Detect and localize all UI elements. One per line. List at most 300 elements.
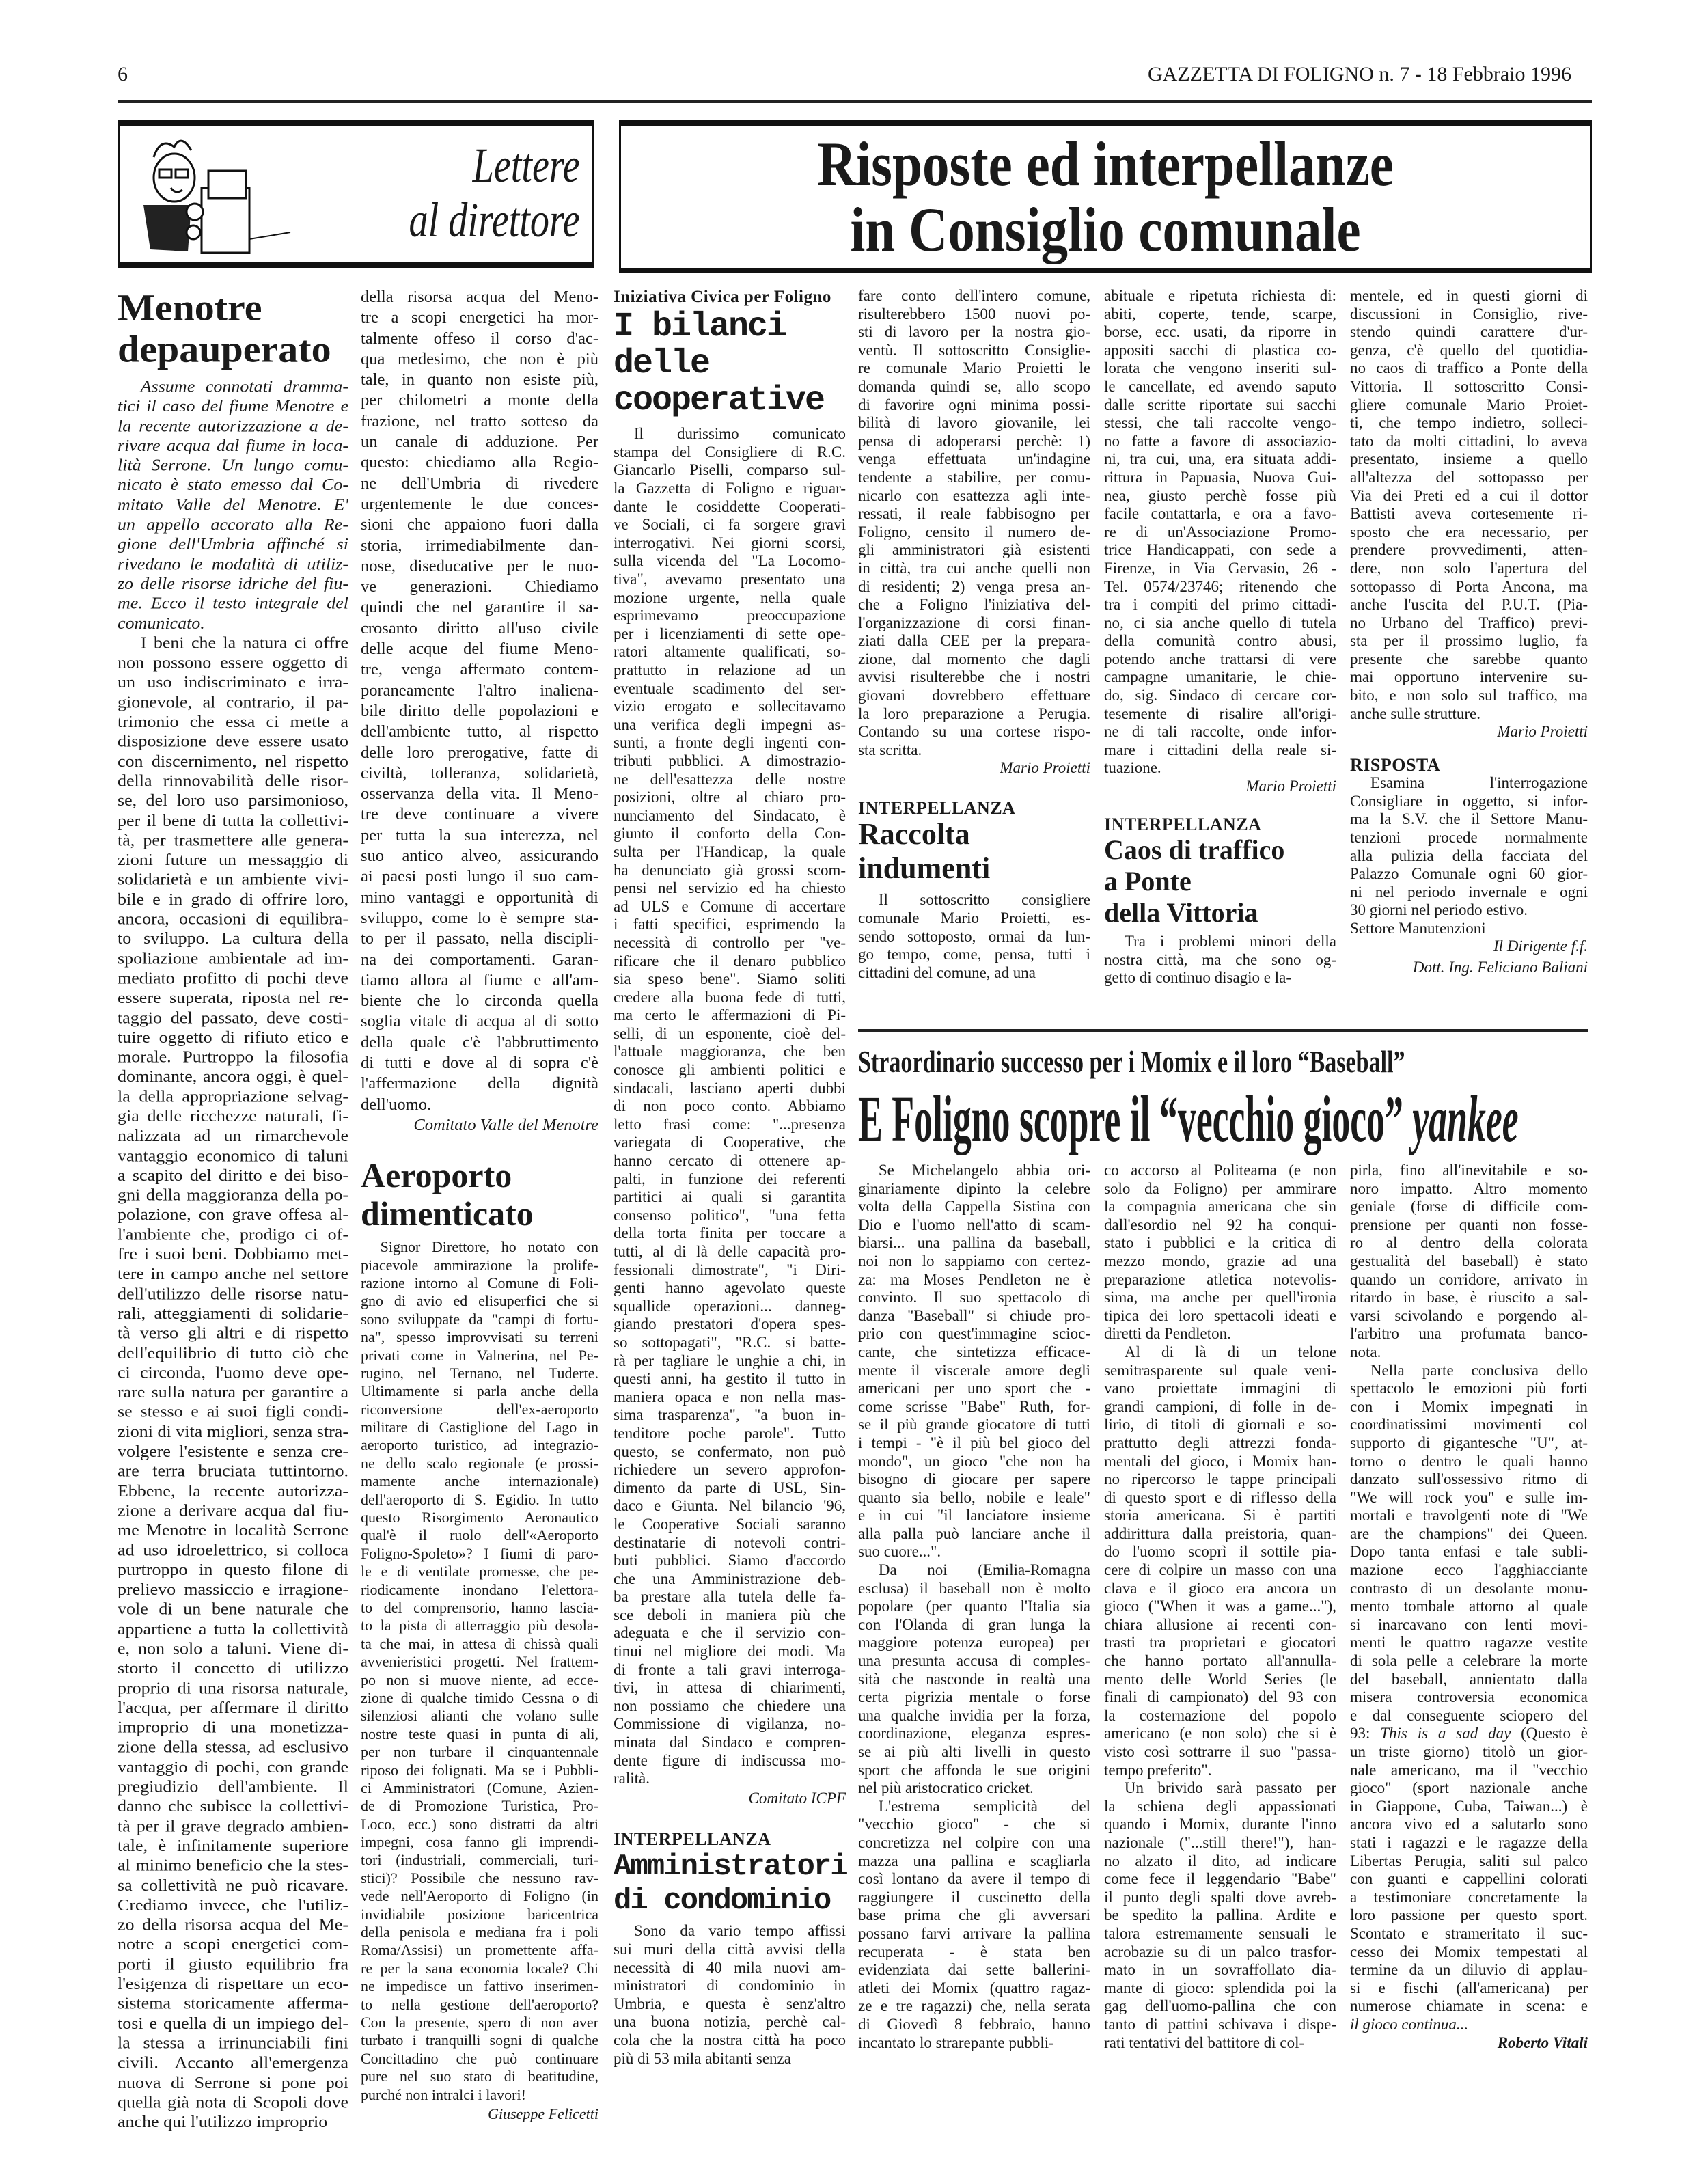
text-line: tenzioni procede normalmente xyxy=(1350,828,1588,846)
risposta-signature-1: Il Dirigente f.f. xyxy=(1493,937,1588,955)
text-line: tiamo allora al fiume e all'am- xyxy=(361,970,598,989)
text-line: riconversione dell'ex-aeroporto xyxy=(361,1400,598,1418)
text-line: di tutti e dove al di sopra c'è xyxy=(361,1053,598,1072)
text-line: alla palla può lanciare anche il xyxy=(858,1524,1090,1542)
text-line: ne dello scalo regionale (e prossi- xyxy=(361,1454,598,1472)
text-line: risulterebbero 1500 nuovi po- xyxy=(858,305,1090,323)
text-line: Se Michelangelo abbia ori- xyxy=(878,1162,1090,1179)
text-line: rivare acqua dal fiume in loca- xyxy=(118,436,348,455)
text-line: ai paesi posti lungo il suo cam- xyxy=(361,867,598,886)
text-line: silenziosi alianti che volano sulle xyxy=(361,1707,598,1725)
text-line: gliere comunale Mario Proiet- xyxy=(1350,396,1588,413)
text-line: co accorso al Politeama (e non xyxy=(1104,1162,1336,1179)
text-line: na dei comportamenti. Garan- xyxy=(361,950,598,969)
text-line: tosi e quella di un impiego del- xyxy=(118,2013,348,2033)
momix-kicker: Straordinario successo per i Momix e il loro “Baseball” xyxy=(858,1044,1405,1079)
text-line: prio con quest'immagine scioc- xyxy=(858,1325,1090,1343)
text-line: tale, in quanto non esiste più, xyxy=(361,370,598,389)
text-line: più di 53 mila abitanti senza xyxy=(614,2049,791,2067)
text-line: "We will rock you" e sulle im- xyxy=(1350,1488,1588,1506)
text-line: lirio, di titoli di giornali e so- xyxy=(1104,1416,1336,1434)
text-line: con i Momix impegnati in xyxy=(1350,1397,1588,1415)
text-line: posizioni, oltre al chiaro pro- xyxy=(614,789,846,806)
text-line: mezzo mondo, grazie ad una xyxy=(1104,1252,1336,1270)
text-line: l'attuale maggioranza, che ben xyxy=(614,1043,846,1060)
text-line: mante di gioco: splendida poi la xyxy=(1104,1979,1336,1997)
text-line: loro passione per questo sport. xyxy=(1350,1906,1588,1924)
text-line: nuova di Serrone si pone poi xyxy=(118,2072,348,2092)
text-line: Nella parte conclusiva dello xyxy=(1370,1361,1588,1379)
bilanci-headline-line2: cooperative xyxy=(614,381,825,421)
menotre-headline xyxy=(118,287,348,370)
text-line: tere in campo anche nel settore xyxy=(118,1264,348,1283)
text-line: ziati dalla CEE per la prepara- xyxy=(858,632,1090,650)
text-line: vole di un bene naturale che xyxy=(118,1599,348,1619)
text-line: to nella gestione dell'aeroporto? xyxy=(361,1995,598,2013)
text-line: questo: chiediamo alla Regio- xyxy=(361,453,598,472)
text-line: volta della Cappella Sistina con xyxy=(858,1198,1090,1216)
text-line: nostre teste quasi in punta di ali, xyxy=(361,1725,598,1742)
text-line: essere superata, riposta nel re- xyxy=(118,988,348,1007)
text-line: tici il caso del fiume Menotre e xyxy=(118,396,348,415)
text-line: di fronte a tali gravi interroga- xyxy=(614,1660,846,1678)
text-line: della quale c'è l'abbruttimento xyxy=(361,1032,598,1052)
text-line: ministratori di condominio in xyxy=(614,1977,846,1995)
text-line: misera controversia economica xyxy=(1350,1688,1588,1706)
text-line: to sviluppo. La cultura della xyxy=(118,929,348,948)
text-line: do, sig. Sindaco di cercare cor- xyxy=(1104,687,1336,704)
text-line: proprio di una risorsa naturale, xyxy=(118,1678,348,1697)
text-line: evidenziata dai sette ballerini- xyxy=(858,1961,1090,1979)
text-line: ci circonda, l'uomo deve ope- xyxy=(118,1362,348,1382)
text-line: I beni che la natura ci offre xyxy=(140,633,348,653)
text-line: tre a scopi energetici ha mor- xyxy=(361,308,598,327)
text-line: rà per tagliare le unghie a chi, in xyxy=(614,1352,846,1369)
text-line: sono sviluppate da "campi di fortu- xyxy=(361,1310,598,1328)
text-line: rali, atteggiamenti di solidarie- xyxy=(118,1303,348,1323)
text-line: di Giovedì 8 febbraio, hanno xyxy=(858,2015,1090,2033)
caos-headline xyxy=(1104,834,1336,929)
text-line: maniera opaca e non nella mas- xyxy=(614,1388,846,1406)
text-line: anche sulle strutture. xyxy=(1350,704,1480,722)
momix-signature: Roberto Vitali xyxy=(1497,2033,1588,2051)
text-line: zo delle risorse idriche del fiu- xyxy=(118,574,348,593)
text-line: Foligno-Spoleto»? I fiumi di paro- xyxy=(361,1544,598,1562)
text-line: vantaggio economico di taluni xyxy=(118,1146,348,1165)
text-line: tivi, in attesa di chiarimenti, xyxy=(614,1679,846,1697)
text-line: bile e in grado di offrire loro, xyxy=(118,889,348,909)
text-line: tra i compiti del primo cittadi- xyxy=(1104,596,1336,614)
text-line: sta per il prossimo luglio, fa xyxy=(1350,632,1588,650)
text-line: Giancarlo Piselli, comparso sul- xyxy=(614,461,846,479)
text-line: dimento da parte di USL, Sin- xyxy=(614,1479,846,1496)
raccolta-headline-line1: Raccolta xyxy=(858,817,970,851)
text-line: Ebbene, la recente autorizza- xyxy=(118,1481,348,1501)
text-line: spoliazione ambientale ad im- xyxy=(118,948,348,968)
risposta-kicker: RISPOSTA xyxy=(1350,754,1441,775)
text-line: esclusa) il baseball non è molto xyxy=(858,1579,1090,1597)
text-line: credere alla buona fede di tutti, xyxy=(614,988,846,1006)
text-line: supporto di gigantesche "U", at- xyxy=(1350,1434,1588,1451)
text-line: Esamina l'interrogazione xyxy=(1370,774,1588,792)
bilanci-kicker: Iniziativa Civica per Foligno xyxy=(614,288,831,306)
text-line: to del comprensorio, hanno lascia- xyxy=(361,1598,598,1616)
text-line: tà verso gli altri e di rispetto xyxy=(118,1323,348,1343)
text-line: sima, ma anche per quell'ironia xyxy=(1104,1289,1336,1306)
text-line: ve generazioni. Chiediamo xyxy=(361,577,598,597)
text-line: no, ci sia anche quello di tutela xyxy=(1104,614,1336,631)
section-box-lettere xyxy=(118,120,594,268)
text-line: mazza una pallina e scagliarla xyxy=(858,1852,1090,1869)
text-line: ti, che tempo indietro, solleci- xyxy=(1350,414,1588,432)
text-line: la della appropriazione selvag- xyxy=(118,1086,348,1106)
text-line: se, del loro uso parsimonioso, xyxy=(118,791,348,810)
text-line: la recente autorizzazione a de- xyxy=(118,416,348,435)
text-line: giunto il conforto della Con- xyxy=(614,825,846,843)
text-line: la loro preparazione a Perugia. xyxy=(858,704,1090,722)
text-line: notre a scopi energetici com- xyxy=(118,1934,348,1954)
text-line: zioni di vita migliori, senza stra- xyxy=(118,1422,348,1441)
text-line: mediato profitto di pochi deve xyxy=(118,968,348,987)
text-line: in Giappone, Cuba, Taiwan...) è xyxy=(1350,1797,1588,1815)
raccolta-body xyxy=(858,891,1090,982)
text-line: necessità di controllo per "ve- xyxy=(614,933,846,951)
column-5-top xyxy=(1104,287,1336,987)
text-line: zione della stessa, ad esclusivo xyxy=(118,1737,348,1757)
text-line: un uso indiscriminato e irra- xyxy=(118,672,348,691)
text-line: numerose chiamate in scena: e xyxy=(1350,1997,1588,2015)
text-line: anche qui l'utilizzo improprio xyxy=(118,2112,328,2131)
text-line: le cancellate, ed avendo saputo xyxy=(1104,377,1336,395)
text-line: sima trasparenza", "a buon in- xyxy=(614,1406,846,1424)
text-line: ha denunciato già grossi scom- xyxy=(614,861,846,879)
text-line: riposo dei folignati. Ma se i Pubbli- xyxy=(361,1761,598,1779)
text-line: le e di ventilate promesse, che pe- xyxy=(361,1563,598,1580)
text-line: con guanti e cappellini colorati xyxy=(1350,1870,1588,1888)
text-line: tributi pubblici. A dimostrazio- xyxy=(614,752,846,769)
text-line: tuazione. xyxy=(1104,759,1161,777)
caos-body xyxy=(1104,933,1336,987)
text-line: biarsi... una pallina da baseball, xyxy=(858,1234,1090,1252)
text-line: prattutto in relazione ad un xyxy=(614,661,846,679)
text-line: mare i cittadini della reale si- xyxy=(1104,741,1336,758)
risposta-signature-2: Dott. Ing. Feliciano Baliani xyxy=(1412,958,1588,976)
text-line: tendente a stabilire, per comu- xyxy=(858,468,1090,486)
text-line: stampa del Consigliere di R.C. xyxy=(614,443,846,461)
text-line: quindi che nel garantire il sa- xyxy=(361,598,598,617)
text-line: mento tombale attorno al quale xyxy=(1350,1598,1588,1615)
text-line: de di Promozione Turistica, Pro- xyxy=(361,1797,598,1815)
text-line: ne dell'Umbria di rivedere xyxy=(361,474,598,493)
text-line: all'altezza del sottopasso per xyxy=(1350,468,1588,486)
text-line: so sottopagati", "R.C. si batte- xyxy=(614,1333,846,1351)
text-line: certa pigrizia mentale o forse xyxy=(858,1688,1090,1706)
text-line: ba prestare alla tutela delle fa- xyxy=(614,1588,846,1606)
text-line: della rinnovabilità delle risor- xyxy=(118,771,348,791)
text-line: genti hanno agevolato queste xyxy=(614,1279,846,1297)
aeroporto-signature: Giuseppe Felicetti xyxy=(488,2105,598,2122)
text-line: giovani dovrebbero effettuare xyxy=(858,687,1090,704)
text-line: noro impatto. Altro momento xyxy=(1350,1179,1588,1197)
menotre-body-col2 xyxy=(361,287,598,1115)
text-line: riodicamente inondano l'elettora- xyxy=(361,1580,598,1598)
text-line: tà, per trasmettere alle genera- xyxy=(118,830,348,849)
text-line: zione, dal momento che dagli xyxy=(858,650,1090,668)
text-line: storia, irrimediabilmente dan- xyxy=(361,536,598,555)
text-line: zo della risorsa acqua del Me- xyxy=(118,1915,348,1934)
text-line: coordinatissimi movimenti col xyxy=(1350,1416,1588,1434)
text-line: to per il passato, nella discipli- xyxy=(361,929,598,948)
text-line: pensa di adoperarsi perchè: 1) xyxy=(858,432,1090,450)
indumenti-body xyxy=(1104,287,1336,778)
text-line: quella già nota di Scopoli dove xyxy=(118,2092,348,2111)
text-line: talora estremamente sensuali le xyxy=(1104,1924,1336,1942)
text-line: improprio di una monetizza- xyxy=(118,1717,348,1737)
text-line: avvisi risulterebbe che i nostri xyxy=(858,668,1090,686)
text-line: prensione per quanti non fosse- xyxy=(1350,1216,1588,1233)
text-line: l'arbitro una profumata banco- xyxy=(1350,1325,1588,1343)
text-line: mortali e travolgenti note di "We xyxy=(1350,1507,1588,1524)
text-line: talmente offeso il corso d'ac- xyxy=(361,329,598,348)
text-line: solo da Foligno) per ammirare xyxy=(1104,1179,1336,1197)
text-line: zione di qualche timido Cessna o di xyxy=(361,1688,598,1706)
text-line: diretti da Pendleton. xyxy=(1104,1325,1231,1343)
text-line: poraneamente l'altro inaliena- xyxy=(361,681,598,700)
text-line: non possiamo che chiedere una xyxy=(614,1697,846,1714)
text-line: gestualità del baseball) è stato xyxy=(1350,1252,1588,1270)
text-line: tempo preferito". xyxy=(1104,1761,1212,1779)
text-line: se ai più alti livelli in questo xyxy=(858,1743,1090,1760)
momix-top-rule xyxy=(858,1029,1588,1032)
text-line: Dopo tanta enfasi e tale subli- xyxy=(1350,1543,1588,1561)
text-line: Tel. 0574/23746; ritenendo che xyxy=(1104,577,1336,595)
momix-headline xyxy=(858,1082,1519,1155)
text-line: si inarcavano con lenti movi- xyxy=(1350,1615,1588,1633)
text-line: nicato è stato emesso dal Co- xyxy=(118,475,348,495)
text-line: sunti, a fronte degli ingenti con- xyxy=(614,734,846,752)
text-line: nalizzata ad un rimarchevole xyxy=(118,1126,348,1145)
raccolta-headline xyxy=(858,817,1090,886)
text-line: tesemente di risalire all'origi- xyxy=(1104,704,1336,722)
text-line: polazione, con grave offesa al- xyxy=(118,1205,348,1224)
text-line: varsi scivolando e porgendo al- xyxy=(1350,1306,1588,1324)
text-line: recuperata - è stata ben xyxy=(858,1943,1090,1960)
column-6-top xyxy=(1350,287,1588,979)
text-line: prattutto degli attrezzi fonda- xyxy=(1104,1434,1336,1451)
main-headline-box xyxy=(619,120,1592,273)
text-line: aeroporto turistico, ad integrazio- xyxy=(361,1436,598,1454)
text-line: ancora, occasioni di equilibra- xyxy=(118,909,348,929)
text-line: ta che mai, in attesa di chissà quali xyxy=(361,1634,598,1652)
text-line: sti di lavoro per la nostra gio- xyxy=(858,323,1090,341)
posti-signature: Mario Proietti xyxy=(1000,759,1090,777)
text-line: pirla, fino all'inevitabile e so- xyxy=(1350,1162,1588,1179)
text-line: una verifica degli impegni as- xyxy=(614,715,846,733)
text-line: l'acqua, per affermare il diritto xyxy=(118,1698,348,1717)
text-line: ma la S.V. che il Settore Manu- xyxy=(1350,810,1588,828)
text-line: ritardo in base, è riuscito a sal- xyxy=(1350,1289,1588,1306)
raccolta-kicker: INTERPELLANZA xyxy=(858,797,1016,818)
text-line: bilità di lavoro giovanile, lei xyxy=(858,414,1090,432)
text-line: americani per uno sport che - xyxy=(858,1380,1090,1397)
text-line: pregiudizio dell'ambiente. Il xyxy=(118,1777,348,1796)
text-line: mazione ecco l'agghiacciante xyxy=(1350,1561,1588,1579)
text-line: re per la sana economia locale? Chi xyxy=(361,1959,598,1977)
text-line: nota. xyxy=(1350,1343,1381,1360)
text-line: la Gazzetta di Foligno e riguar- xyxy=(614,480,846,497)
text-line: are the champions" dei Queen. xyxy=(1350,1524,1588,1542)
amministratori-body xyxy=(614,1922,846,2068)
text-line: l'organizzazione di corsi finan- xyxy=(858,614,1090,631)
text-line: la compagnia americana che sin xyxy=(1104,1198,1336,1216)
text-line: gli amministratori già esistenti xyxy=(858,541,1090,559)
text-line: appartiene a tutta la collettività xyxy=(118,1619,348,1639)
text-line: rittura in Papuasia, Nuova Gui- xyxy=(1104,468,1336,486)
text-line: squallide operazioni... danneg- xyxy=(614,1297,846,1315)
text-line: gni della maggioranza della po- xyxy=(118,1185,348,1205)
text-line: ro al dentro della colorata xyxy=(1350,1234,1588,1252)
text-line: incantato lo strarepante pubbli- xyxy=(858,2033,1054,2051)
text-line: venga effettuata un'indagine xyxy=(858,450,1090,468)
momix-col-3 xyxy=(1350,1162,1588,2055)
text-line: adeguata e che il servizio con- xyxy=(614,1624,846,1642)
text-line: l'ambiente che, prodigo ci of- xyxy=(118,1224,348,1244)
menotre-headline-line1: Menotre xyxy=(118,286,262,329)
amministratori-headline xyxy=(614,1850,846,1918)
text-line: me Menotre in località Serrone xyxy=(118,1520,348,1540)
text-line: sce deboli in maniera più che xyxy=(614,1606,846,1624)
text-line: storto il concetto di utilizzo xyxy=(118,1658,348,1678)
text-line: mentele, ed in questi giorni di xyxy=(1350,287,1588,304)
section-title-line2: al direttore xyxy=(409,193,580,247)
text-line: purtroppo in questo filone di xyxy=(118,1560,348,1579)
text-line: ginariamente dipinto la celebre xyxy=(858,1179,1090,1197)
text-line: mondo", un gioco "che non ha xyxy=(858,1452,1090,1470)
text-line: acrobazie su di un palco trasfor- xyxy=(1104,1943,1336,1960)
text-line: cittadini del comune, ad una xyxy=(858,963,1036,981)
text-line: menti le quattro ragazze vestite xyxy=(1350,1634,1588,1652)
caos-headline-line1: Caos di traffico xyxy=(1104,834,1285,865)
text-line: zioni future un messaggio di xyxy=(118,850,348,869)
text-line: pure nel suo stato di beatitudine, xyxy=(361,2068,598,2085)
momix-headline-main: E Foligno scopre il “vecchio gioco” xyxy=(858,1082,1403,1155)
text-line: per il bene di tutta la collettivi- xyxy=(118,810,348,830)
main-headline xyxy=(689,131,1521,262)
text-line: danzato sull'ossessivo ritmo di xyxy=(1350,1470,1588,1488)
text-line: tipica dei loro spettacoli ideati e xyxy=(1104,1306,1336,1324)
text-line: tuire oggetto di rifiuto etico e xyxy=(118,1027,348,1047)
text-line: visto così sottrarre il suo "passa- xyxy=(1104,1743,1336,1760)
text-line: gioco" (sport nazionale anche xyxy=(1350,1779,1588,1797)
text-line: danno che subisce la collettivi- xyxy=(118,1796,348,1816)
momix-body-col3 xyxy=(1350,1162,1588,2034)
text-line: della penisola e mediana fra i poli xyxy=(361,1923,598,1941)
text-line: gag dell'uomo-pallina che con xyxy=(1104,1997,1336,2015)
column-4-top xyxy=(858,287,1090,982)
text-line: Loco, ecc.) sono distratti da altri xyxy=(361,1815,598,1833)
text-line: do l'uomo scoprì il sottile pia- xyxy=(1104,1543,1336,1561)
momix-col-2 xyxy=(1104,1162,1336,2052)
momix-headline-italic: yankee xyxy=(1412,1082,1519,1155)
text-line: e in cui "il lanciatore insieme xyxy=(858,1507,1090,1524)
text-line: palti, in funzione dei referenti xyxy=(614,1170,846,1188)
text-line: frazione, nel tratto sotteso da xyxy=(361,411,598,430)
text-line: necessità di 40 mila nuovi am- xyxy=(614,1958,846,1976)
text-line: sottopasso di Porta Ancona, ma xyxy=(1350,577,1588,595)
momix-col-1 xyxy=(858,1162,1090,2052)
text-line: mamente anche internazionale) xyxy=(361,1473,598,1490)
text-line: presente che sarebbe quanto xyxy=(1350,650,1588,668)
text-line: abiti, coperte, tende, scarpe, xyxy=(1104,305,1336,323)
text-line: ralità. xyxy=(614,1770,650,1788)
text-line: le Cooperative Sociali saranno xyxy=(614,1515,846,1533)
text-line: purché non intralci i lavori! xyxy=(361,2085,526,2103)
text-line: privati come in Valnerina, nel Pe- xyxy=(361,1346,598,1364)
momix-body-col2 xyxy=(1104,1162,1336,2052)
amministratori-headline-line1: Amministratori xyxy=(614,1850,847,1885)
text-line: campagne umanitarie, le chie- xyxy=(1104,668,1336,686)
text-line: ni, tra cui, una, era situata addi- xyxy=(1104,450,1336,468)
text-line: tiva", avevamo presentato una xyxy=(614,571,846,588)
text-line: trasti tra proprietari e giocatori xyxy=(1104,1634,1336,1652)
text-line: sindacali, lasciano aperti dubbi xyxy=(614,1079,846,1097)
text-line: ad uso idroelettrico, si colloca xyxy=(118,1540,348,1559)
text-line: una buona notizia, perchè cal- xyxy=(614,2013,846,2031)
text-line: sendo sottoposto, ormai da lun- xyxy=(858,927,1090,945)
text-line: mai opportuno intervenire su- xyxy=(1350,668,1588,686)
text-line: eventuale scadimento del ser- xyxy=(614,679,846,697)
text-line: taggio del passato, deve costi- xyxy=(118,1008,348,1027)
text-line: lorata che vengono inseriti sul- xyxy=(1104,359,1336,377)
text-line: Dio e l'uomo nell'atto di scam- xyxy=(858,1216,1090,1233)
text-line: Umbria, e questa è senz'altro xyxy=(614,1995,846,2012)
text-line: quanto sia bello, nobile e leale" xyxy=(858,1488,1090,1506)
text-line: ventù. Il sottoscritto Consiglie- xyxy=(858,341,1090,359)
text-line: are terra bruciata tuttintorno. xyxy=(118,1461,348,1481)
text-line: base prima che gli avversari xyxy=(858,1906,1090,1924)
text-line: ratori altamente qualificati, so- xyxy=(614,643,846,661)
menotre-signature: Comitato Valle del Menotre xyxy=(413,1115,598,1134)
text-line: vede nell'Aeroporto di Foligno (in xyxy=(361,1887,598,1905)
text-line: di questo sport e di riflesso della xyxy=(1104,1488,1336,1506)
text-line: del baseball, annientato dalla xyxy=(1350,1670,1588,1688)
text-line: sta scritta. xyxy=(858,741,922,758)
text-line: dalle scritte riportate sui sacchi xyxy=(1104,396,1336,413)
text-line: nicarlo con esattezza agli inte- xyxy=(858,487,1090,504)
text-line: ne impedisce un fattivo inserimen- xyxy=(361,1977,598,1995)
text-line: Roma/Assisi) un promettente affa- xyxy=(361,1941,598,1959)
text-line: sioni che appaiono fuori dalla xyxy=(361,515,598,534)
text-line: Firenze, in Via Gervasio, 26 - xyxy=(1104,559,1336,577)
text-line: buti pubblici. Siamo d'accordo xyxy=(614,1552,846,1570)
text-line: tanto di pattini schivava i dispe- xyxy=(1104,2015,1336,2033)
text-line: morale. Purtroppo la filosofia xyxy=(118,1047,348,1067)
text-line: Via dei Preti ed a cui il dottor xyxy=(1350,487,1588,504)
text-line: cante, che sintetizza efficace- xyxy=(858,1343,1090,1360)
text-line: Tra i problemi minori della xyxy=(1124,932,1336,950)
text-line: nel più aristocratico cricket. xyxy=(858,1779,1034,1797)
text-line: sia speso bene". Siamo soliti xyxy=(614,970,846,988)
text-line: Commissione di vigilanza, no- xyxy=(614,1715,846,1733)
text-line: stessi, che tali raccolte vengo- xyxy=(1104,414,1336,432)
text-line: bisogno di giocare per sapere xyxy=(858,1470,1090,1488)
main-headline-line1: Risposte ed interpellanze xyxy=(817,129,1394,199)
text-line: crosanto diritto all'uso civile xyxy=(361,618,598,638)
text-line: borse, ecc. usati, da riporre in xyxy=(1104,323,1336,341)
caos-headline-line2: a Ponte xyxy=(1104,865,1192,896)
text-line: tato da molti cittadini, lo aveva xyxy=(1350,432,1588,450)
text-line: no alzato il dito, ad indicare xyxy=(1104,1852,1336,1869)
